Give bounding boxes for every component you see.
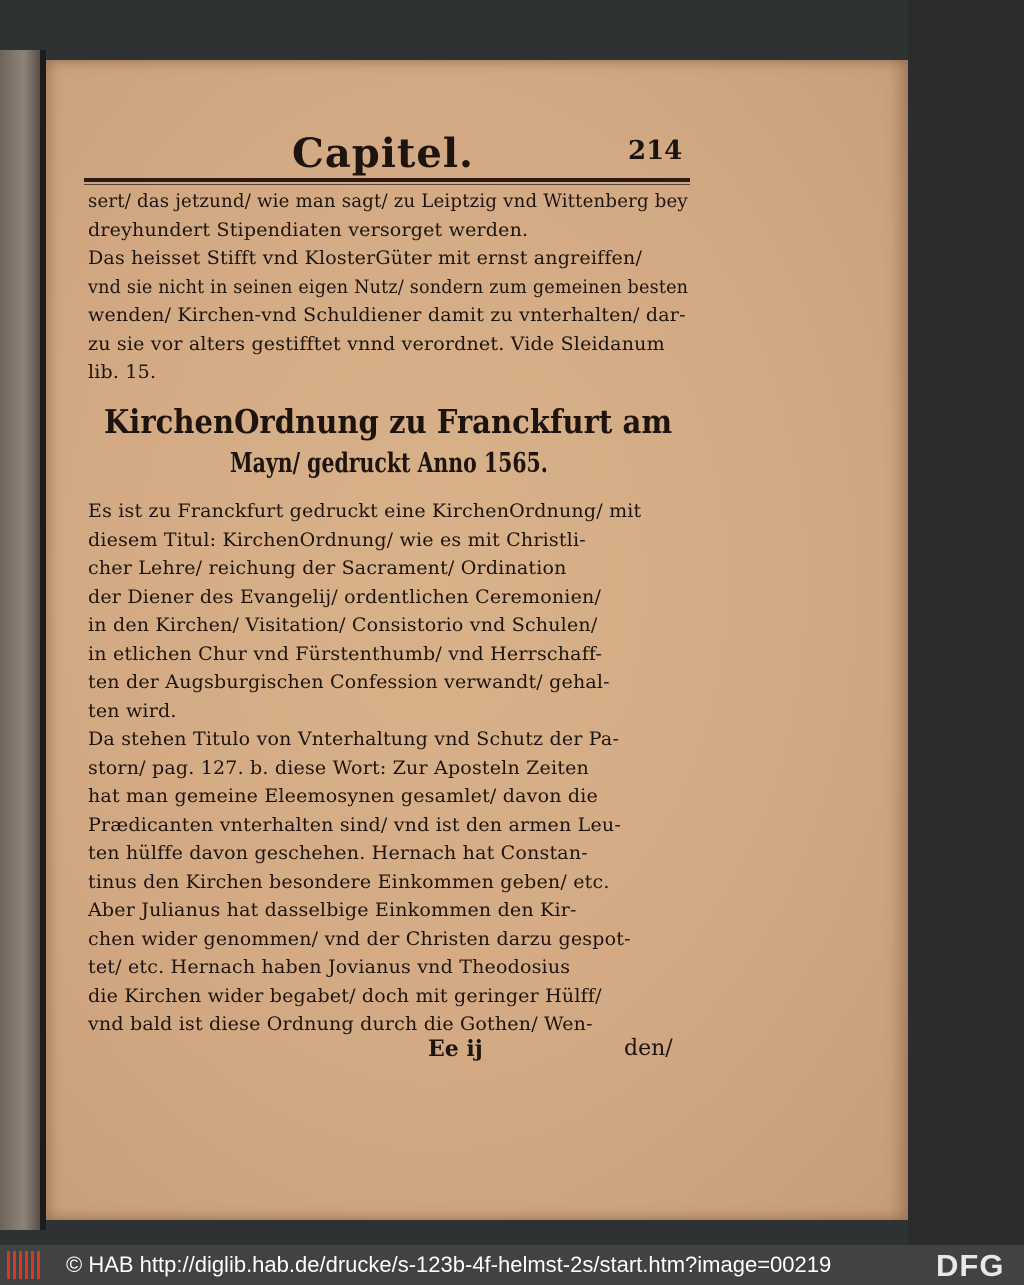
text-line: ten wird. (88, 699, 177, 722)
text-line: Prædicanten vnterhalten sind/ vnd ist den armen Leu- (88, 813, 621, 836)
text-line: ten hülffe davon geschehen. Hernach hat Constan- (88, 842, 588, 864)
page-number: 214 (628, 136, 683, 166)
text-line: chen wider genommen/ vnd der Christen darzu gespot- (88, 927, 631, 950)
text-line: cher Lehre/ reichung der Sacrament/ Ordination (88, 557, 567, 579)
header-rule-thin (84, 184, 690, 185)
text-line: hat man gemeine Eleemosynen gesamlet/ davon die (88, 785, 598, 807)
running-title: Capitel. (292, 130, 474, 177)
text-line: ten der Augsburgischen Confession verwandt/ gehal- (88, 671, 610, 693)
text-line: storn/ pag. 127. b. diese Wort: Zur Aposteln Zeiten (88, 756, 589, 779)
film-strip-icon (6, 1249, 46, 1281)
dfg-logo: DFG (936, 1248, 1005, 1283)
section-heading-line-2: Mayn/ gedruckt Anno 1565. (230, 448, 548, 479)
catchword: den/ (624, 1036, 673, 1061)
text-line: Da stehen Titulo von Vnterhaltung vnd Schutz der Pa- (88, 728, 620, 750)
text-line: tinus den Kirchen besondere Einkommen geben/ etc. (88, 870, 610, 893)
text-line: der Diener des Evangelij/ ordentlichen Ceremonien/ (88, 585, 602, 608)
section-heading-line-1: KirchenOrdnung zu Franckfurt am (104, 402, 673, 441)
text-line: Das heisset Stifft vnd KlosterGüter mit ernst angreiffen/ (88, 247, 643, 269)
text-line: Es ist zu Franckfurt gedruckt eine KirchenOrdnung/ mit (88, 500, 642, 522)
text-line: zu sie vor alters gestifftet vnnd verordnet. Vide Sleidanum (88, 332, 665, 355)
text-line: wenden/ Kirchen-vnd Schuldiener damit zu vnterhalten/ dar- (88, 304, 686, 326)
text-line: dreyhundert Stipendiaten versorget werden. (88, 218, 529, 241)
text-line: diesem Titul: KirchenOrdnung/ wie es mit Christli- (88, 528, 586, 551)
text-line: Aber Julianus hat dasselbige Einkommen den Kir- (88, 899, 577, 921)
text-line: die Kirchen wider begabet/ doch mit geringer Hülff/ (88, 984, 602, 1007)
previous-page-edge (0, 50, 40, 1230)
text-line: in etlichen Chur vnd Fürstenthumb/ vnd Herrschaff- (88, 642, 603, 665)
signature-mark: Ee ij (428, 1036, 483, 1062)
text-line: lib. 15. (88, 361, 157, 383)
footer-attribution[interactable]: © HAB http://diglib.hab.de/drucke/s-123b-4f-helmst-2s/start.htm?image=00219 (66, 1252, 832, 1277)
text-line: vnd bald ist diese Ordnung durch die Gothen/ Wen- (88, 1013, 593, 1035)
text-line: sert/ das jetzund/ wie man sagt/ zu Leiptzig vnd Wittenberg bey (88, 190, 688, 212)
header-rule (84, 178, 690, 182)
text-line: in den Kirchen/ Visitation/ Consistorio vnd Schulen/ (88, 614, 598, 636)
text-line: tet/ etc. Hernach haben Jovianus vnd Theodosius (88, 956, 571, 978)
text-line: vnd sie nicht in seinen eigen Nutz/ sondern zum gemeinen besten (88, 275, 689, 298)
scan-background (908, 0, 1024, 1245)
